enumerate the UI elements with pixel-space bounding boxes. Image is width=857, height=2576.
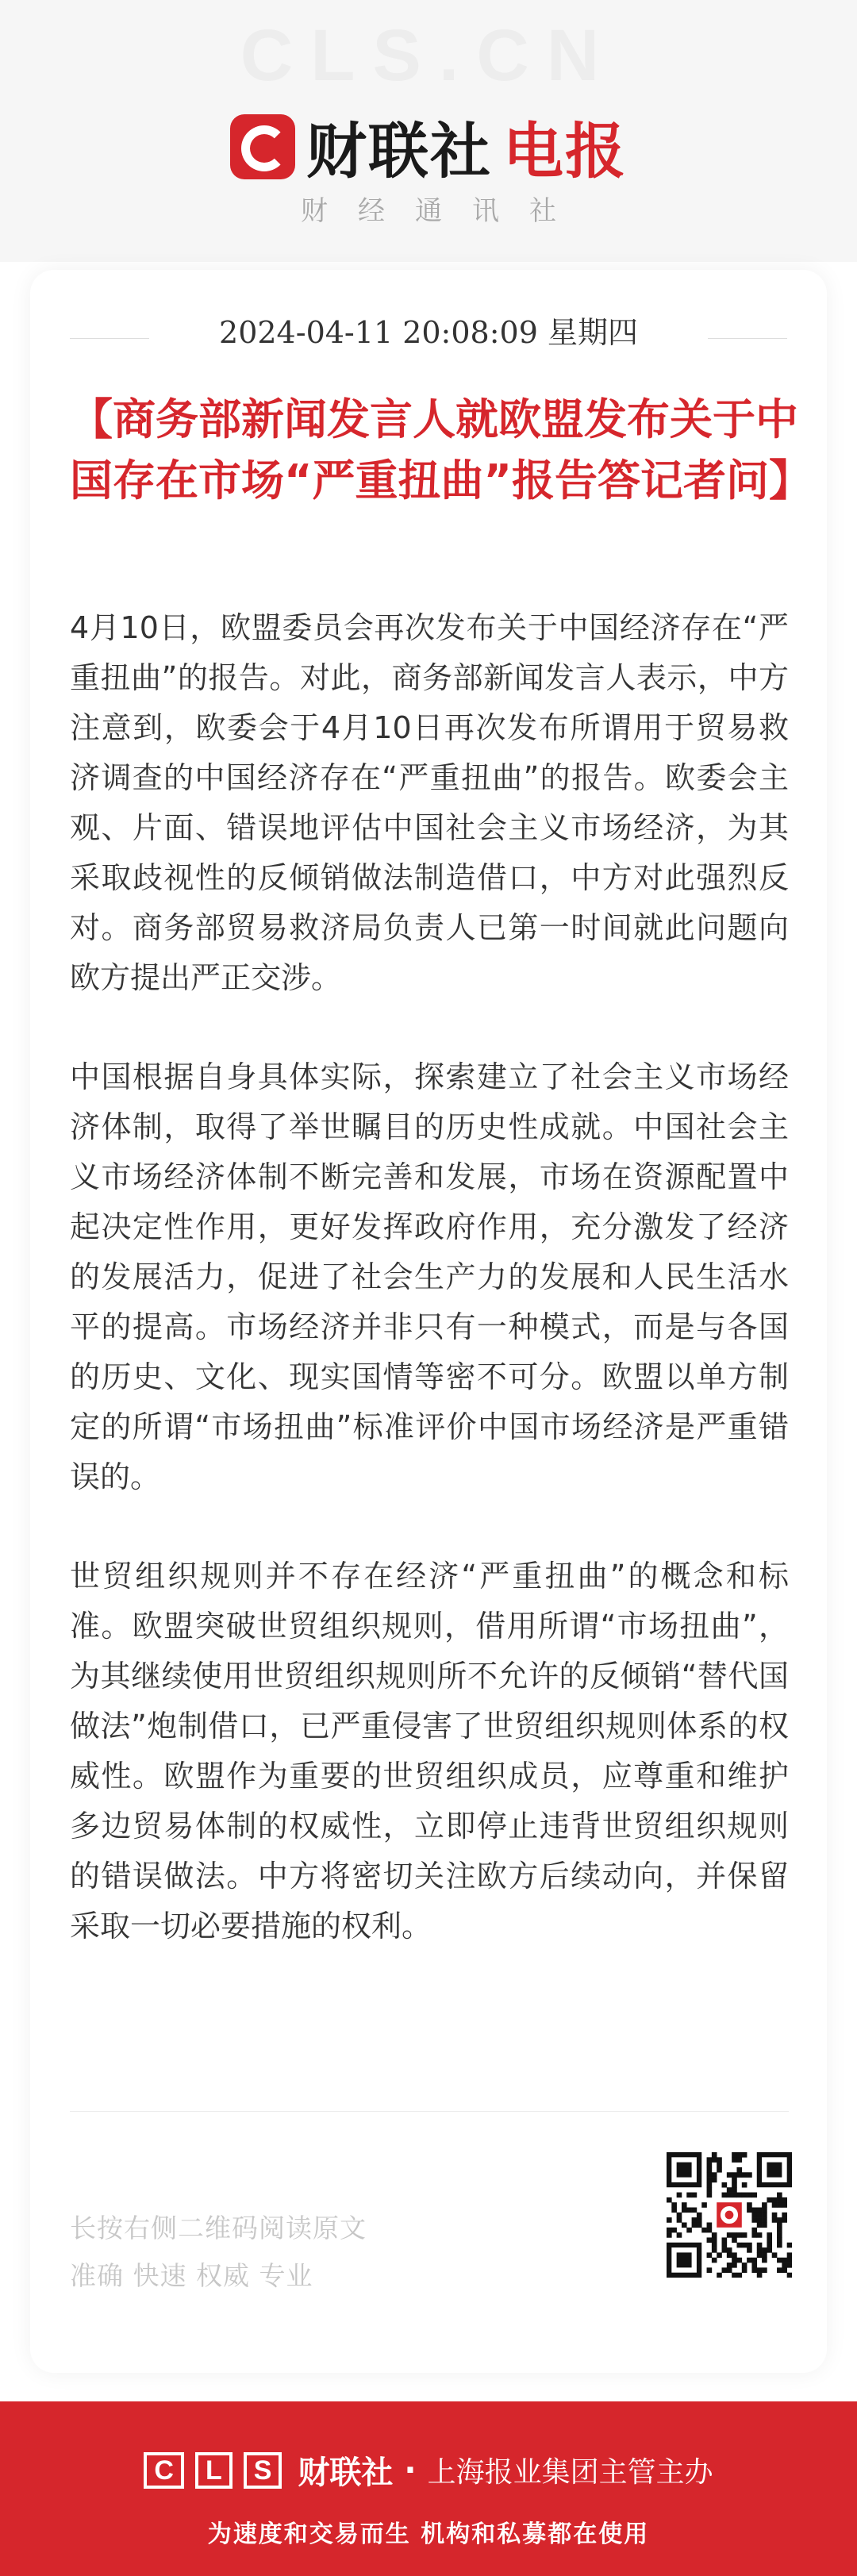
article-paragraph: 中国根据自身具体实际，探索建立了社会主义市场经济体制，取得了举世瞩目的历史性成就。中国社会主义市场经济体制不断完善和发展，市场在资源配置中起决定性作用，更好发挥政府作用，充分激发了经济的发展活力，促进了社会生产力的发展和人民生活水平的提高。市场经济并非只有一种模式，而是与各国的历史、文化、现实国情等密不可分。欧盟以单方制定的所谓“市场扭曲”标准评价中国市场经济是严重错误的。	[70, 1059, 789, 1494]
cls-watermark: CLS.CN	[240, 15, 617, 96]
brand-name: 财联社	[306, 116, 492, 186]
brand-suffix: 电报	[503, 116, 627, 186]
qr-hint-text: 长按右侧二维码阅读原文	[70, 2213, 367, 2243]
footer-slogan: 为速度和交易而生 机构和私募都在使用	[207, 2520, 650, 2548]
footer-organization: 上海报业集团主管主办	[427, 2456, 713, 2489]
qr-code-icon[interactable]	[667, 2152, 792, 2278]
app-header	[0, 0, 857, 262]
article-body	[70, 603, 789, 2001]
brand-tagline: 财经通讯社	[301, 195, 586, 227]
slogan-keywords: 准确 快速 权威 专业	[70, 2260, 313, 2291]
footer-brand-name: 财联社	[298, 2455, 394, 2491]
qr-hint	[70, 2205, 367, 2300]
article-timestamp: 2024-04-11 20:08:09 星期四	[219, 315, 638, 350]
brand-footer	[0, 2401, 857, 2576]
cls-logo-icon	[230, 114, 295, 179]
timestamp-rule-right	[708, 338, 787, 339]
qr-code[interactable]	[663, 2149, 795, 2281]
article-card	[30, 270, 827, 2373]
article-paragraph: 世贸组织规则并不存在经济“严重扭曲”的概念和标准。欧盟突破世贸组织规则，借用所谓“市场扭曲”，为其继续使用世贸组织规则所不允许的反倾销“替代国做法”炮制借口，已严重侵害了世贸组织规则体系的权威性。欧盟作为重要的世贸组织成员，应尊重和维护多边贸易体制的权威性，立即停止违背世贸组织规则的错误做法。中方将密切关注欧方后续动向，并保留采取一切必要措施的权利。	[70, 1559, 789, 1944]
footer-separator: ·	[404, 2451, 417, 2489]
footer-divider	[70, 2111, 789, 2112]
footer-brand-row	[0, 2447, 857, 2493]
cls-letter-s: S	[244, 2452, 282, 2489]
article-title: 【商务部新闻发言人就欧盟发布关于中国存在市场“严重扭曲”报告答记者问】	[70, 394, 812, 506]
cls-letter-c: C	[144, 2452, 184, 2489]
article-paragraph: 4月10日，欧盟委员会再次发布关于中国经济存在“严重扭曲”的报告。对此，商务部新闻发言人表示，中方注意到，欧委会于4月10日再次发布所谓用于贸易救济调查的中国经济存在“严重扭曲”的报告。欧委会主观、片面、错误地评估中国社会主义市场经济，为其采取歧视性的反倾销做法制造借口，中方对此强烈反对。商务部贸易救济局负责人已第一时间就此问题向欧方提出严正交涉。	[70, 610, 789, 995]
brand-lockup	[0, 103, 857, 190]
cls-letter-l: L	[195, 2452, 233, 2489]
